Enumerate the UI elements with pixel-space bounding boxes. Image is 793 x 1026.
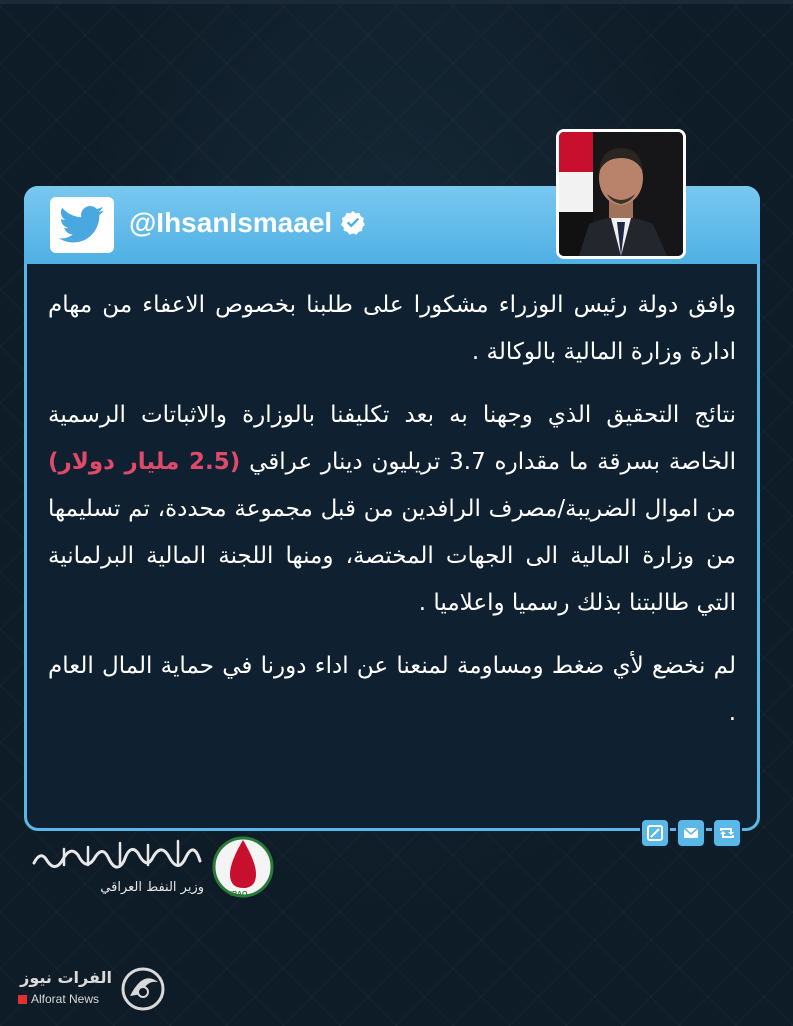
tweet-body: [48, 282, 736, 753]
mail-icon[interactable]: [676, 818, 706, 848]
edit-icon[interactable]: [640, 818, 670, 848]
avatar: [556, 129, 686, 259]
tweet-text-segment: من اموال الضريبة/مصرف الرافدين من قبل مجموعة محددة، تم تسليمها من وزارة المالية الى الجهات المختصة، ومنها اللجنة المالية البرلمانية التي طالبتنا بذلك رسميا واعلاميا .: [48, 496, 736, 616]
alforat-news-logo-icon: [120, 966, 166, 1012]
tweet-text-segment: نتائج التحقيق الذي وجهنا به بعد تكليفنا بالوزارة والاثباتات الرسمية الخاصة بسرقة ما مقداره 3.7 تريليون دينار عراقي: [48, 402, 737, 475]
twitter-handle[interactable]: @IhsanIsmaael: [129, 207, 333, 238]
tweet-paragraph: وافق دولة رئيس الوزراء مشكورا على طلبنا بخصوص الاعفاء من مهام ادارة وزارة المالية بالوكالة .: [48, 292, 736, 365]
news-name-arabic: الفرات نيوز: [20, 968, 112, 987]
highlighted-amount: (2.5 مليار دولار): [48, 449, 241, 475]
verified-icon: [340, 210, 366, 236]
retweet-icon[interactable]: [712, 818, 742, 848]
tweet-paragraph: [48, 392, 736, 627]
top-border: [0, 0, 793, 4]
news-name-english: Alforat News: [31, 992, 100, 1006]
tweet-actions: [640, 818, 742, 846]
oil-ministry-logo: [212, 834, 274, 900]
twitter-handle-row: [129, 203, 366, 243]
news-red-square: [18, 995, 27, 1004]
tweet-paragraph: لم نخضع لأي ضغط ومساومة لمنعنا عن اداء دورنا في حماية المال العام .: [48, 653, 736, 726]
twitter-bird-icon: [50, 197, 114, 253]
minister-title: وزير النفط العراقي: [100, 880, 204, 895]
oil-logo-text: IRAQ: [230, 891, 248, 898]
news-name-english-row: [18, 992, 99, 1006]
avatar-portrait: [559, 132, 683, 256]
